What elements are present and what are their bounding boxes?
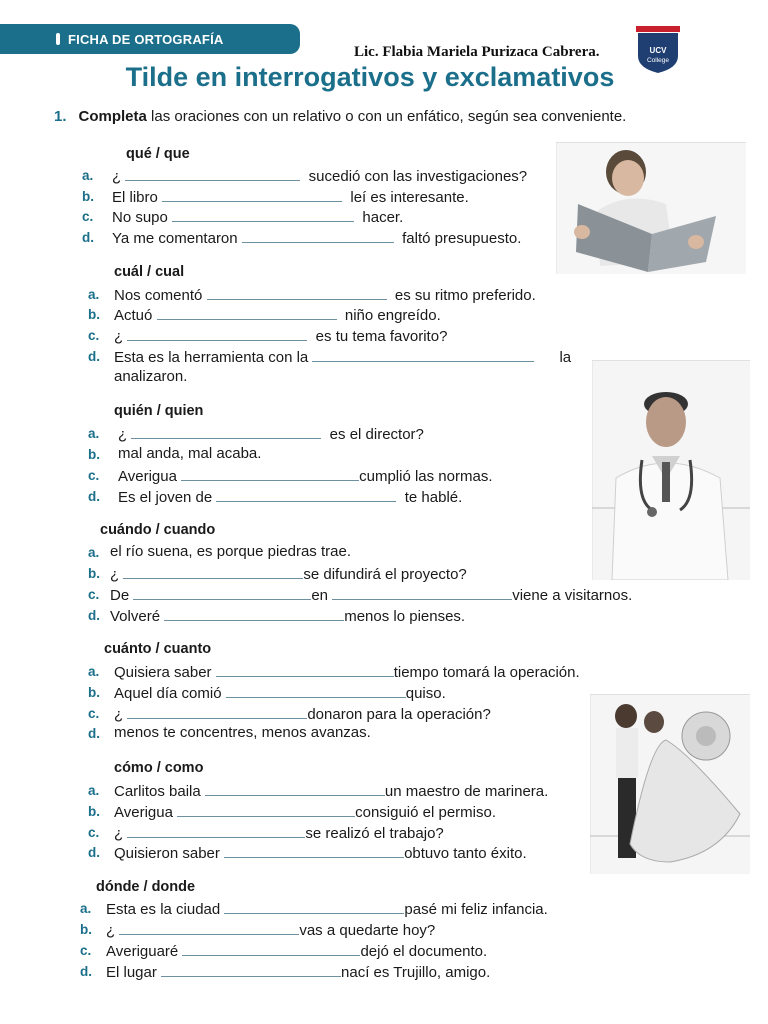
sentence-text: Quisieron saber (114, 845, 225, 862)
answer-blank[interactable] (125, 166, 300, 181)
sentence-text: ¿ (106, 922, 120, 939)
author-name: Lic. Flabia Mariela Purizaca Cabrera. (354, 44, 600, 60)
answer-blank[interactable] (127, 326, 307, 341)
sentence-text: es el director? (321, 426, 424, 443)
sentence-text: Carlitos baila (114, 783, 205, 800)
item-letter: c. (82, 209, 94, 224)
item-letter: d. (88, 608, 100, 623)
exercise-sentence (114, 347, 571, 366)
worksheet-banner (0, 24, 300, 54)
answer-blank[interactable] (242, 228, 394, 243)
exercise-sentence (106, 962, 490, 981)
item-letter: b. (88, 447, 100, 462)
sentence-text: en (311, 587, 333, 604)
exercise-sentence (114, 662, 580, 681)
section-heading: cuándo / cuando (100, 522, 216, 538)
exercise-sentence (106, 941, 487, 960)
item-letter: a. (88, 426, 100, 441)
answer-blank[interactable] (205, 781, 385, 796)
sentence-text: donaron para la operación? (307, 706, 491, 723)
item-letter: c. (88, 706, 100, 721)
sentence-text: la (534, 349, 572, 366)
exercise-sentence (110, 606, 465, 625)
sentence-text: se difundirá el proyecto? (303, 566, 467, 583)
item-letter: d. (88, 845, 100, 860)
item-letter: d. (80, 964, 92, 979)
dancers-photo (590, 694, 750, 874)
exercise-sentence (106, 920, 435, 939)
item-letter: d. (82, 230, 94, 245)
sentence-text: ¿ (114, 706, 128, 723)
exercise-sentence (110, 564, 467, 583)
sentence-text: ¿ (114, 825, 128, 842)
exercise-sentence (114, 326, 447, 345)
item-letter: b. (80, 922, 92, 937)
exercise-sentence (112, 187, 469, 206)
page-title: Tilde en interrogativos y exclamativos (125, 62, 615, 92)
doctor-photo (592, 360, 750, 580)
exercise-sentence (112, 228, 521, 247)
exercise-sentence (114, 802, 496, 821)
item-letter: c. (88, 328, 100, 343)
instruction (54, 108, 626, 125)
answer-blank[interactable] (216, 487, 396, 502)
boy-reading-photo (556, 142, 746, 274)
item-letter: c. (80, 943, 92, 958)
answer-blank[interactable] (216, 662, 394, 677)
sentence-text: No supo (112, 209, 173, 226)
sentence-text: Averiguaré (106, 943, 183, 960)
exercise-sentence (112, 207, 403, 226)
item-letter: a. (88, 664, 100, 679)
answer-blank[interactable] (131, 424, 321, 439)
exercise-sentence (112, 166, 527, 185)
sentence-text: faltó presupuesto. (393, 230, 522, 247)
item-letter: d. (88, 349, 100, 364)
item-letter: b. (88, 685, 100, 700)
sentence-text: nací es Trujillo, amigo. (341, 964, 491, 981)
sentence-text: consiguió el permiso. (355, 804, 497, 821)
exercise-sentence (114, 683, 446, 702)
instruction-number: 1. (54, 108, 67, 125)
exercise-sentence (118, 445, 261, 462)
item-letter: a. (88, 783, 100, 798)
item-letter: c. (88, 468, 100, 483)
answer-blank[interactable] (177, 802, 355, 817)
sentence-text: es tu tema favorito? (307, 328, 448, 345)
item-letter: a. (82, 168, 94, 183)
exercise-sentence (114, 704, 491, 723)
item-letter: d. (88, 726, 100, 741)
answer-blank[interactable] (226, 683, 406, 698)
sentence-text: De (110, 587, 134, 604)
section-heading: cómo / como (114, 760, 204, 776)
exercise-sentence (114, 843, 527, 862)
section-heading: cuánto / cuanto (104, 641, 212, 657)
sentence-text: Es el joven de (118, 489, 217, 506)
exercise-sentence (110, 585, 632, 604)
item-letter: c. (88, 587, 100, 602)
answer-blank[interactable] (157, 305, 337, 320)
answer-blank[interactable] (127, 823, 305, 838)
instruction-text: las oraciones con un relativo o con un enfático, según sea conveniente. (146, 108, 627, 125)
sentence-text: Aquel día comió (114, 685, 226, 702)
answer-blank[interactable] (172, 207, 354, 222)
exercise-sentence (114, 781, 548, 800)
item-letter: b. (88, 804, 100, 819)
answer-blank[interactable] (332, 585, 512, 600)
sentence-text: Averigua (114, 804, 178, 821)
answer-blank[interactable] (181, 466, 359, 481)
section-heading: qué / que (126, 146, 190, 162)
sentence-continuation: analizaron. (114, 368, 188, 385)
answer-blank[interactable] (119, 920, 299, 935)
sentence-text: ¿ (110, 566, 124, 583)
item-letter: d. (88, 489, 100, 504)
sentence-text: Quisiera saber (114, 664, 216, 681)
sentence-text: obtuvo tanto éxito. (404, 845, 527, 862)
sentence-text: quiso. (405, 685, 446, 702)
sentence-text: niño engreído. (336, 307, 441, 324)
sentence-text: cumplió las normas. (359, 468, 493, 485)
sentence-text: viene a visitarnos. (512, 587, 633, 604)
item-letter: b. (88, 307, 100, 322)
answer-blank[interactable] (207, 285, 387, 300)
answer-blank[interactable] (127, 704, 307, 719)
exercise-sentence (114, 285, 536, 304)
sentence-text: hacer. (354, 209, 404, 226)
item-letter: b. (88, 566, 100, 581)
sentence-text: dejó el documento. (360, 943, 488, 960)
item-letter: a. (88, 545, 100, 560)
exercise-sentence (114, 823, 444, 842)
exercise-sentence (114, 305, 441, 324)
sentence-text: vas a quedarte hoy? (299, 922, 436, 939)
section-heading: quién / quien (114, 403, 204, 419)
sentence-text: ¿ (118, 426, 132, 443)
section-heading: cuál / cual (114, 264, 185, 280)
svg-text:College: College (646, 57, 670, 64)
sentence-text: leí es interesante. (342, 189, 469, 206)
exercise-sentence (110, 543, 351, 560)
answer-blank[interactable] (312, 347, 534, 362)
sentence-text: mal anda, mal acaba. (118, 445, 262, 462)
sentence-text: te hablé. (396, 489, 463, 506)
sentence-text: tiempo tomará la operación. (393, 664, 580, 681)
exercise-sentence (118, 466, 493, 485)
answer-blank[interactable] (123, 564, 303, 579)
sentence-text: un maestro de marinera. (384, 783, 549, 800)
sentence-text: Averigua (118, 468, 182, 485)
sentence-text: se realizó el trabajo? (305, 825, 444, 842)
sentence-text: menos lo pienses. (344, 608, 466, 625)
item-letter: a. (80, 901, 92, 916)
sentence-text: sucedió con las investigaciones? (300, 168, 528, 185)
exercise-sentence (114, 724, 371, 741)
sentence-text: Volveré (110, 608, 165, 625)
sentence-text: ¿ (112, 168, 126, 185)
answer-blank[interactable] (133, 585, 311, 600)
answer-blank[interactable] (164, 606, 344, 621)
sentence-text: el río suena, es porque piedras trae. (110, 543, 351, 560)
banner-label: FICHA DE ORTOGRAFÍA (68, 32, 224, 47)
answer-blank[interactable] (224, 843, 404, 858)
answer-blank[interactable] (182, 941, 360, 956)
item-letter: b. (82, 189, 94, 204)
answer-blank[interactable] (224, 899, 404, 914)
sentence-text: Esta es la ciudad (106, 901, 225, 918)
sentence-text: Actuó (114, 307, 157, 324)
sentence-text: pasé mi feliz infancia. (404, 901, 548, 918)
sentence-text: ¿ (114, 328, 128, 345)
svg-text:UCV: UCV (649, 46, 667, 55)
sentence-text: El libro (112, 189, 163, 206)
section-heading: dónde / donde (96, 879, 196, 895)
exercise-sentence (118, 487, 462, 506)
sentence-text: El lugar (106, 964, 162, 981)
answer-blank[interactable] (161, 962, 341, 977)
exercise-sentence (106, 899, 548, 918)
sentence-text: Nos comentó (114, 287, 207, 304)
banner-mark (56, 33, 60, 45)
sentence-text: es su ritmo preferido. (386, 287, 536, 304)
instruction-verb: Completa (78, 108, 147, 125)
sentence-text: Ya me comentaron (112, 230, 242, 247)
sentence-text: menos te concentres, menos avanzas. (114, 724, 371, 741)
sentence-text: Esta es la herramienta con la (114, 349, 313, 366)
answer-blank[interactable] (162, 187, 342, 202)
item-letter: a. (88, 287, 100, 302)
exercise-sentence (118, 424, 424, 443)
item-letter: c. (88, 825, 100, 840)
